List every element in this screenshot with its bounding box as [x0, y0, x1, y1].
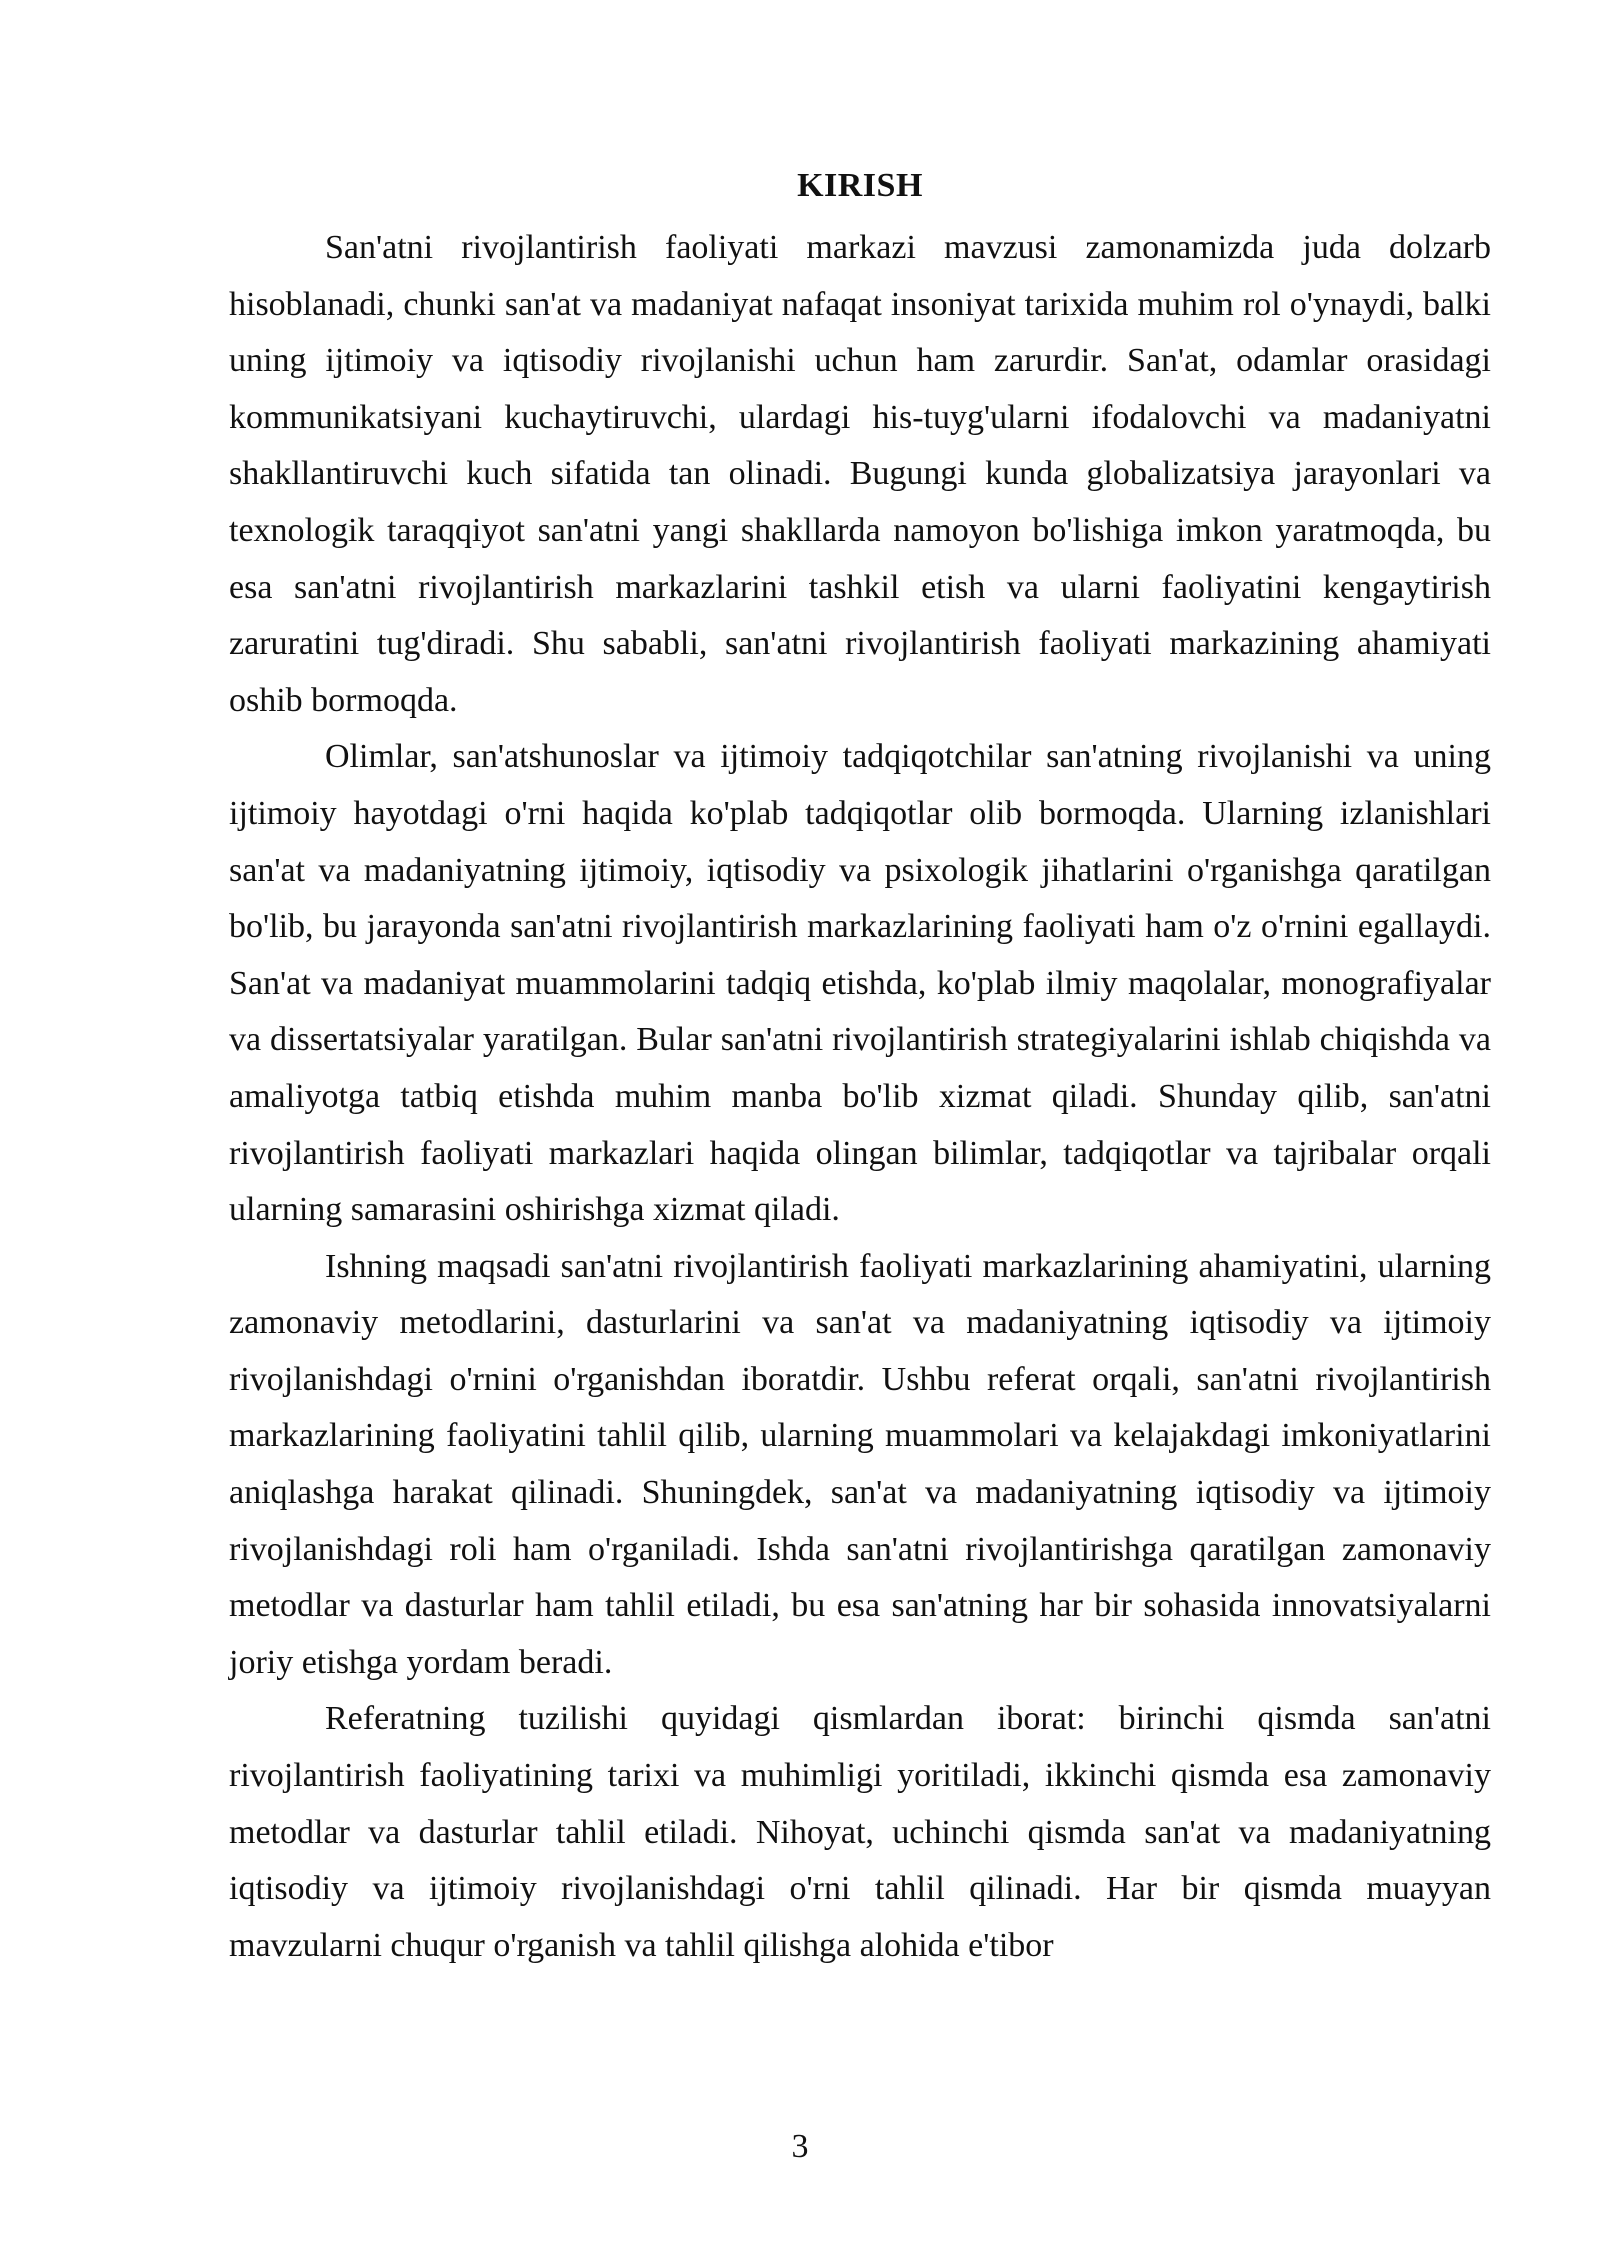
page-content — [229, 158, 1491, 1974]
paragraph-1: San'atni rivojlantirish faoliyati markazi mavzusi zamonamizda juda dolzarb hisoblanadi, chunki san'at va madaniyat nafaqat insoniyat tarixida muhim rol o'ynaydi, balki uning ijtimoiy va iqtisodiy rivojlanishi uchun ham zarurdir. San'at, odamlar orasidagi kommunikatsiyani kuchaytiruvchi, ulardagi his-tuyg'ularni ifodalovchi va madaniyatni shakllantiruvchi kuch sifatida tan olinadi. Bugungi kunda globalizatsiya jarayonlari va texnologik taraqqiyot san'atni yangi shakllarda namoyon bo'lishiga imkon yaratmoqda, bu esa san'atni rivojlantirish markazlarini tashkil etish va ularni faoliyatini kengaytirish zaruratini tug'diradi. Shu sababli, san'atni rivojlantirish faoliyati markazining ahamiyati oshib bormoqda. — [229, 229, 1491, 719]
paragraph-4: Referatning tuzilishi quyidagi qismlardan iborat: birinchi qismda san'atni rivojlantirish faoliyatining tarixi va muhimligi yoritiladi, ikkinchi qismda esa zamonaviy metodlar va dasturlar tahlil etiladi. Nihoyat, uchinchi qismda san'at va madaniyatning iqtisodiy va ijtimoiy rivojlanishdagi o'rni tahlil qilinadi. Har bir qismda muayyan mavzularni chuqur o'rganish va tahlil qilishga alohida e'tibor — [229, 1700, 1491, 1964]
page-title: KIRISH — [797, 167, 923, 204]
paragraph-3: Ishning maqsadi san'atni rivojlantirish faoliyati markazlarining ahamiyatini, ularning zamonaviy metodlarini, dasturlarini va san'at va madaniyatning iqtisodiy va ijtimoiy rivojlanishdagi o'rnini o'rganishdan iboratdir. Ushbu referat orqali, san'atni rivojlantirish markazlarining faoliyatini tahlil qilib, ularning muammolari va kelajakdagi imkoniyatlarini aniqlashga harakat qilinadi. Shuningdek, san'at va madaniyatning iqtisodiy va ijtimoiy rivojlanishdagi roli ham o'rganiladi. Ishda san'atni rivojlantirishga qaratilgan zamonaviy metodlar va dasturlar ham tahlil etiladi, bu esa san'atning har bir sohasida innovatsiyalarni joriy etishga yordam beradi. — [229, 1247, 1491, 1681]
page-number: 3 — [791, 2128, 809, 2165]
paragraph-2: Olimlar, san'atshunoslar va ijtimoiy tadqiqotchilar san'atning rivojlanishi va uning ijtimoiy hayotdagi o'rni haqida ko'plab tadqiqotlar olib bormoqda. Ularning izlanishlari san'at va madaniyatning ijtimoiy, iqtisodiy va psixologik jihatlarini o'rganishga qaratilgan bo'lib, bu jarayonda san'atni rivojlantirish markazlarining faoliyati ham o'z o'rnini egallaydi. San'at va madaniyat muammolarini tadqiq etishda, ko'plab ilmiy maqolalar, monografiyalar va dissertatsiyalar yaratilgan. Bular san'atni rivojlantirish strategiyalarini ishlab chiqishda va amaliyotga tatbiq etishda muhim manba bo'lib xizmat qiladi. Shunday qilib, san'atni rivojlantirish faoliyati markazlari haqida olingan bilimlar, tadqiqotlar va tajribalar orqali ularning samarasini oshirishga xizmat qiladi. — [229, 738, 1491, 1229]
